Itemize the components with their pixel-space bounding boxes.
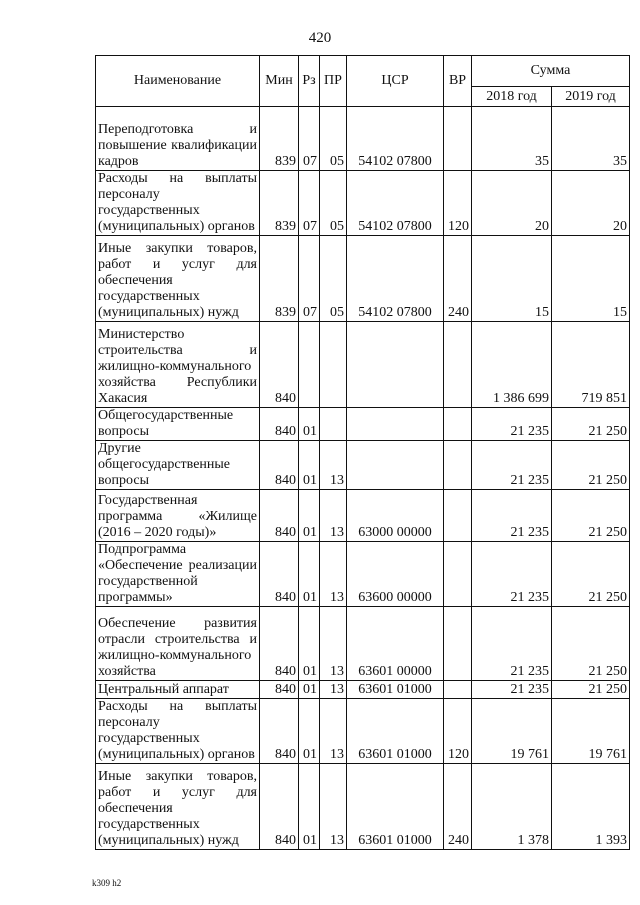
cell-min: 840 <box>260 441 299 490</box>
cell-csr: 54102 07800 <box>347 236 444 322</box>
cell-2019: 21 250 <box>552 441 630 490</box>
cell-vr: 240 <box>444 236 472 322</box>
page-number: 420 <box>308 30 332 46</box>
cell-2019: 21 250 <box>552 490 630 542</box>
cell-min: 839 <box>260 107 299 171</box>
cell-2018: 21 235 <box>472 408 552 441</box>
cell-csr: 63600 00000 <box>347 542 444 607</box>
cell-min: 839 <box>260 171 299 236</box>
cell-min: 840 <box>260 607 299 681</box>
cell-min: 840 <box>260 490 299 542</box>
cell-2018: 21 235 <box>472 681 552 699</box>
cell-vr <box>444 107 472 171</box>
budget-table <box>95 55 630 850</box>
cell-pr: 05 <box>320 236 347 322</box>
table-row <box>96 441 630 490</box>
cell-2019: 21 250 <box>552 607 630 681</box>
cell-rz: 01 <box>299 699 320 764</box>
cell-2018: 15 <box>472 236 552 322</box>
table-row <box>96 681 630 699</box>
cell-vr: 240 <box>444 764 472 850</box>
cell-csr: 63601 01000 <box>347 764 444 850</box>
cell-2018: 1 386 699 <box>472 322 552 408</box>
cell-vr <box>444 542 472 607</box>
header-sum: Сумма <box>472 56 630 87</box>
cell-name: Иные закупки товаров, работ и услуг для обеспечения государственных (муниципальных) нужд <box>96 236 260 322</box>
cell-rz: 07 <box>299 171 320 236</box>
table-row <box>96 236 630 322</box>
cell-vr <box>444 607 472 681</box>
header-min: Мин <box>260 56 299 107</box>
cell-name: Обеспечение развития отрасли строительства и жилищно-коммунального хозяйства <box>96 607 260 681</box>
cell-2018: 19 761 <box>472 699 552 764</box>
cell-2018: 21 235 <box>472 441 552 490</box>
header-rz: Рз <box>299 56 320 107</box>
header-year-2019: 2019 год <box>552 87 630 107</box>
cell-name: Министерство строительства и жилищно-коммунального хозяйства Республики Хакасия <box>96 322 260 408</box>
table-row <box>96 322 630 408</box>
cell-name: Расходы на выплаты персоналу государственных (муниципальных) органов <box>96 171 260 236</box>
cell-min: 840 <box>260 699 299 764</box>
cell-2018: 21 235 <box>472 542 552 607</box>
cell-csr <box>347 408 444 441</box>
cell-rz <box>299 322 320 408</box>
cell-min: 840 <box>260 764 299 850</box>
cell-2019: 719 851 <box>552 322 630 408</box>
cell-pr: 13 <box>320 441 347 490</box>
cell-2018: 35 <box>472 107 552 171</box>
header-csr: ЦСР <box>347 56 444 107</box>
cell-csr: 63601 01000 <box>347 699 444 764</box>
cell-csr: 63000 00000 <box>347 490 444 542</box>
cell-name: Подпрограмма «Обеспечение реализации государственной программы» <box>96 542 260 607</box>
header-name: Наименование <box>96 56 260 107</box>
cell-vr <box>444 322 472 408</box>
cell-rz: 01 <box>299 764 320 850</box>
cell-vr <box>444 408 472 441</box>
table-row <box>96 542 630 607</box>
cell-name: Расходы на выплаты персоналу государственных (муниципальных) органов <box>96 699 260 764</box>
header-vr: ВР <box>444 56 472 107</box>
table-row <box>96 699 630 764</box>
cell-pr: 13 <box>320 542 347 607</box>
cell-pr <box>320 408 347 441</box>
cell-csr <box>347 322 444 408</box>
cell-pr: 13 <box>320 681 347 699</box>
cell-pr: 13 <box>320 699 347 764</box>
cell-2018: 21 235 <box>472 607 552 681</box>
cell-pr: 05 <box>320 107 347 171</box>
cell-vr: 120 <box>444 699 472 764</box>
header-pr: ПР <box>320 56 347 107</box>
cell-2019: 21 250 <box>552 542 630 607</box>
cell-vr: 120 <box>444 171 472 236</box>
table-row <box>96 490 630 542</box>
cell-name: Иные закупки товаров, работ и услуг для обеспечения государственных (муниципальных) нужд <box>96 764 260 850</box>
cell-2019: 35 <box>552 107 630 171</box>
cell-name: Общегосударственные вопросы <box>96 408 260 441</box>
cell-vr <box>444 681 472 699</box>
cell-rz: 01 <box>299 607 320 681</box>
cell-name: Государственная программа «Жилище (2016 – 2020 годы)» <box>96 490 260 542</box>
cell-name: Переподготовка и повышение квалификации кадров <box>96 107 260 171</box>
cell-vr <box>444 441 472 490</box>
cell-rz: 07 <box>299 236 320 322</box>
cell-2019: 15 <box>552 236 630 322</box>
table-row <box>96 107 630 171</box>
cell-pr: 13 <box>320 607 347 681</box>
cell-pr <box>320 322 347 408</box>
cell-2018: 20 <box>472 171 552 236</box>
cell-min: 840 <box>260 322 299 408</box>
cell-pr: 13 <box>320 764 347 850</box>
cell-2018: 21 235 <box>472 490 552 542</box>
cell-2018: 1 378 <box>472 764 552 850</box>
cell-name: Другие общегосударственные вопросы <box>96 441 260 490</box>
table-body <box>96 107 630 850</box>
cell-rz: 01 <box>299 408 320 441</box>
cell-csr: 54102 07800 <box>347 107 444 171</box>
cell-vr <box>444 490 472 542</box>
cell-csr: 63601 00000 <box>347 607 444 681</box>
table-row <box>96 764 630 850</box>
cell-rz: 07 <box>299 107 320 171</box>
table-row <box>96 408 630 441</box>
cell-name: Центральный аппарат <box>96 681 260 699</box>
cell-2019: 1 393 <box>552 764 630 850</box>
cell-min: 840 <box>260 542 299 607</box>
cell-csr: 63601 01000 <box>347 681 444 699</box>
cell-csr <box>347 441 444 490</box>
cell-min: 839 <box>260 236 299 322</box>
cell-pr: 05 <box>320 171 347 236</box>
cell-2019: 19 761 <box>552 699 630 764</box>
cell-pr: 13 <box>320 490 347 542</box>
table-row <box>96 607 630 681</box>
cell-2019: 20 <box>552 171 630 236</box>
cell-rz: 01 <box>299 542 320 607</box>
cell-rz: 01 <box>299 681 320 699</box>
cell-min: 840 <box>260 681 299 699</box>
cell-2019: 21 250 <box>552 408 630 441</box>
cell-rz: 01 <box>299 490 320 542</box>
cell-min: 840 <box>260 408 299 441</box>
cell-2019: 21 250 <box>552 681 630 699</box>
cell-rz: 01 <box>299 441 320 490</box>
footer-code: k309 h2 <box>92 878 122 888</box>
table-row <box>96 171 630 236</box>
header-year-2018: 2018 год <box>472 87 552 107</box>
cell-csr: 54102 07800 <box>347 171 444 236</box>
